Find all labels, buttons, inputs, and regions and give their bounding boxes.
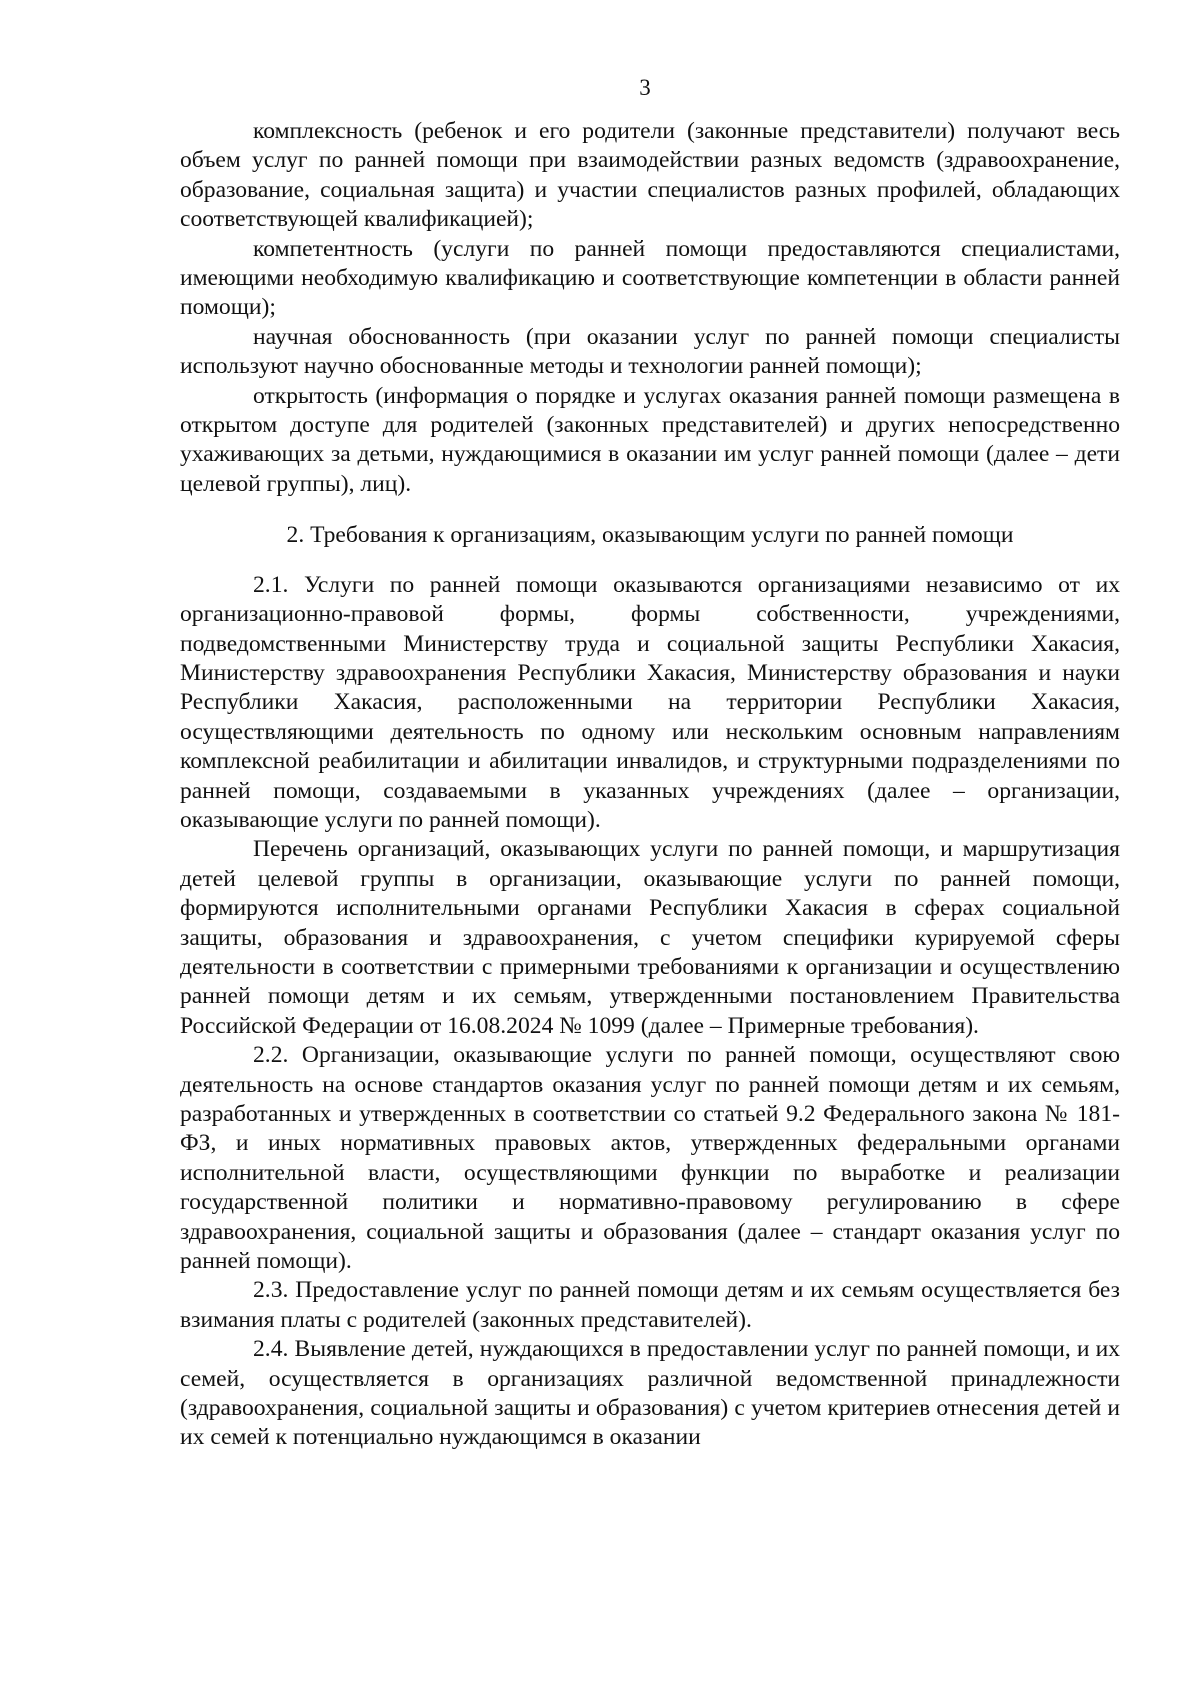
paragraph-principle-complexity: комплексность (ребенок и его родители (законные представители) получают весь объем услуг по ранней помощи при взаимодействии разных ведомств (здравоохранение, образование, социальная защита) и участии специалистов разных профилей, обладающих соответствующей квалификацией); — [180, 118, 1120, 233]
paragraph-2-3: 2.3. Предоставление услуг по ранней помощи детям и их семьям осуществляется без взимания платы с родителей (законных представителей). — [180, 1277, 1120, 1333]
paragraph-2-2: 2.2. Организации, оказывающие услуги по ранней помощи, осуществляют свою деятельность на основе стандартов оказания услуг по ранней помощи детям и их семьям, разработанных и утвержденных в соответствии со статьей 9.2 Федерального закона № 181-ФЗ, и иных нормативных правовых актов, утвержденных федеральными органами исполнительной власти, осуществляющими функции по выработке и реализации государственной политики и нормативно-правовому регулированию в сфере здравоохранения, социальной защиты и образования (далее – стандарт оказания услуг по ранней помощи). — [180, 1042, 1120, 1275]
section-heading: 2. Требования к организациям, оказывающим услуги по ранней помощи — [286, 522, 1014, 549]
paragraph-2-1: 2.1. Услуги по ранней помощи оказываются организациями независимо от их организационно-правовой формы, формы собственности, учреждениями, подведомственными Министерству труда и социальной защиты Республики Хакасия, Министерству здравоохранения Республики Хакасия, Министерству образования и науки Республики Хакасия, расположенными на территории Республики Хакасия, осуществляющими деятельность по одному или нескольким основным направлениям комплексной реабилитации и абилитации инвалидов, и структурными подразделениями по ранней помощи, создаваемыми в указанных учреждениях (далее – организации, оказывающие услуги по ранней помощи). — [180, 571, 1120, 833]
document-body — [180, 117, 1120, 1453]
page-number: 3 — [639, 75, 651, 100]
paragraph-principle-openness: открытость (информация о порядке и услугах оказания ранней помощи размещена в открытом доступе для родителей (законных представителей) и других непосредственно ухаживающих за детьми, нуждающимися в оказании им услуг ранней помощи (далее – дети целевой группы), лиц). — [180, 382, 1120, 497]
paragraph-principle-competence: компетентность (услуги по ранней помощи предоставляются специалистами, имеющими необходимую квалификацию и соответствующие компетенции в области ранней помощи); — [180, 235, 1120, 321]
paragraph-principle-scientific: научная обоснованность (при оказании услуг по ранней помощи специалисты используют научно обоснованные методы и технологии ранней помощи); — [180, 323, 1120, 380]
paragraph-2-4: 2.4. Выявление детей, нуждающихся в предоставлении услуг по ранней помощи, и их семей, осуществляется в организациях различной ведомственной принадлежности (здравоохранения, социальной защиты и образования) с учетом критериев отнесения детей и их семей к потенциально нуждающимся в оказании — [180, 1336, 1120, 1451]
paragraph-2-1-list: Перечень организаций, оказывающих услуги по ранней помощи, и маршрутизация детей целевой группы в организации, оказывающие услуги по ранней помощи, формируются исполнительными органами Республики Хакасия в сферах социальной защиты, образования и здравоохранения, с учетом специфики курируемой сферы деятельности в соответствии с примерными требованиями к организации и осуществлению ранней помощи детям и их семьям, утвержденными постановлением Правительства Российской Федерации от 16.08.2024 № 1099 (далее – Примерные требования). — [180, 836, 1120, 1039]
